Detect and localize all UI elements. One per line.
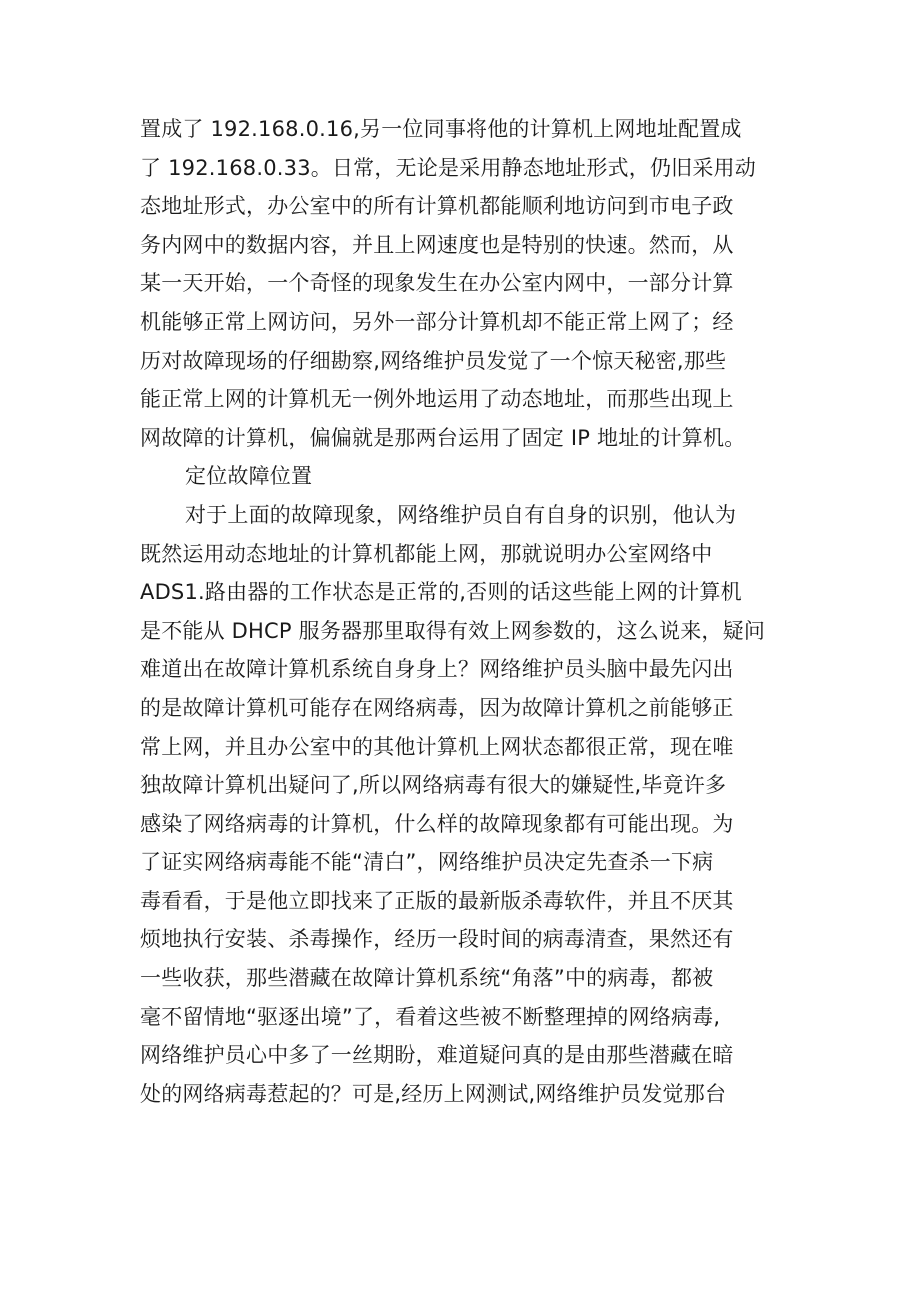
paragraph-line: 机能够正常上网访问，另外一部分计算机却不能正常上网了；经 xyxy=(140,309,734,334)
section-heading-text: 定位故障位置 xyxy=(185,464,313,489)
paragraph-line: ADS1.路由器的工作状态是正常的,否则的话这些能上网的计算机 xyxy=(140,580,742,605)
paragraph-line: 置成了 192.168.0.16,另一位同事将他的计算机上网地址配置成 xyxy=(140,117,742,141)
paragraph-line: 历对故障现场的仔细勘察,网络维护员发觉了一个惊天秘密,那些 xyxy=(140,348,727,373)
paragraph-line: 毫不留情地“驱逐出境”了，看着这些被不断整理掉的网络病毒, xyxy=(140,1004,721,1029)
paragraph-line: 某一天开始，一个奇怪的现象发生在办公室内网中，一部分计算 xyxy=(140,271,734,296)
document-body xyxy=(140,110,800,1113)
paragraph-line: 既然运用动态地址的计算机都能上网，那就说明办公室网络中 xyxy=(140,541,713,566)
paragraph-line: 了 192.168.0.33。日常，无论是采用静态地址形式，仍旧采用动 xyxy=(140,155,756,180)
paragraph-line: 态地址形式，办公室中的所有计算机都能顺利地访问到市电子政 xyxy=(140,194,734,219)
paragraph-line: 是不能从 DHCP 服务器那里取得有效上网参数的，这么说来，疑问 xyxy=(140,618,766,643)
paragraph-line: 务内网中的数据内容，并且上网速度也是特别的快速。然而，从 xyxy=(140,232,734,257)
paragraph-line: 处的网络病毒惹起的？可是,经历上网测试,网络维护员发觉那台 xyxy=(140,1081,727,1106)
paragraph-line: 难道出在故障计算机系统自身身上？网络维护员头脑中最先闪出 xyxy=(140,657,734,682)
paragraph-line: 的是故障计算机可能存在网络病毒，因为故障计算机之前能够正 xyxy=(140,695,734,720)
paragraph-line: 毒看看，于是他立即找来了正版的最新版杀毒软件，并且不厌其 xyxy=(140,888,734,913)
paragraph-line: 对于上面的故障现象，网络维护员自有自身的识别，他认为 xyxy=(185,502,737,527)
section-heading xyxy=(140,457,800,496)
paragraph-line: 感染了网络病毒的计算机，什么样的故障现象都有可能出现。为 xyxy=(140,811,734,836)
paragraph-line: 网络维护员心中多了一丝期盼，难道疑问真的是由那些潜藏在暗 xyxy=(140,1043,734,1068)
paragraph-line: 了证实网络病毒能不能“清白”，网络维护员决定先查杀一下病 xyxy=(140,850,714,875)
paragraph-line: 独故障计算机出疑问了,所以网络病毒有很大的嫌疑性,毕竟许多 xyxy=(140,773,727,798)
paragraph-line: 网故障的计算机，偏偏就是那两台运用了固定 IP 地址的计算机。 xyxy=(140,425,746,450)
paragraph-line: 一些收获，那些潜藏在故障计算机系统“角落”中的病毒，都被 xyxy=(140,966,714,991)
paragraph-line: 常上网，并且办公室中的其他计算机上网状态都很正常，现在唯 xyxy=(140,734,734,759)
paragraph-2 xyxy=(140,496,800,1114)
paragraph-line: 能正常上网的计算机无一例外地运用了动态地址，而那些出现上 xyxy=(140,387,734,412)
paragraph-line: 烦地执行安装、杀毒操作，经历一段时间的病毒清查，果然还有 xyxy=(140,927,734,952)
paragraph-1 xyxy=(140,110,800,457)
